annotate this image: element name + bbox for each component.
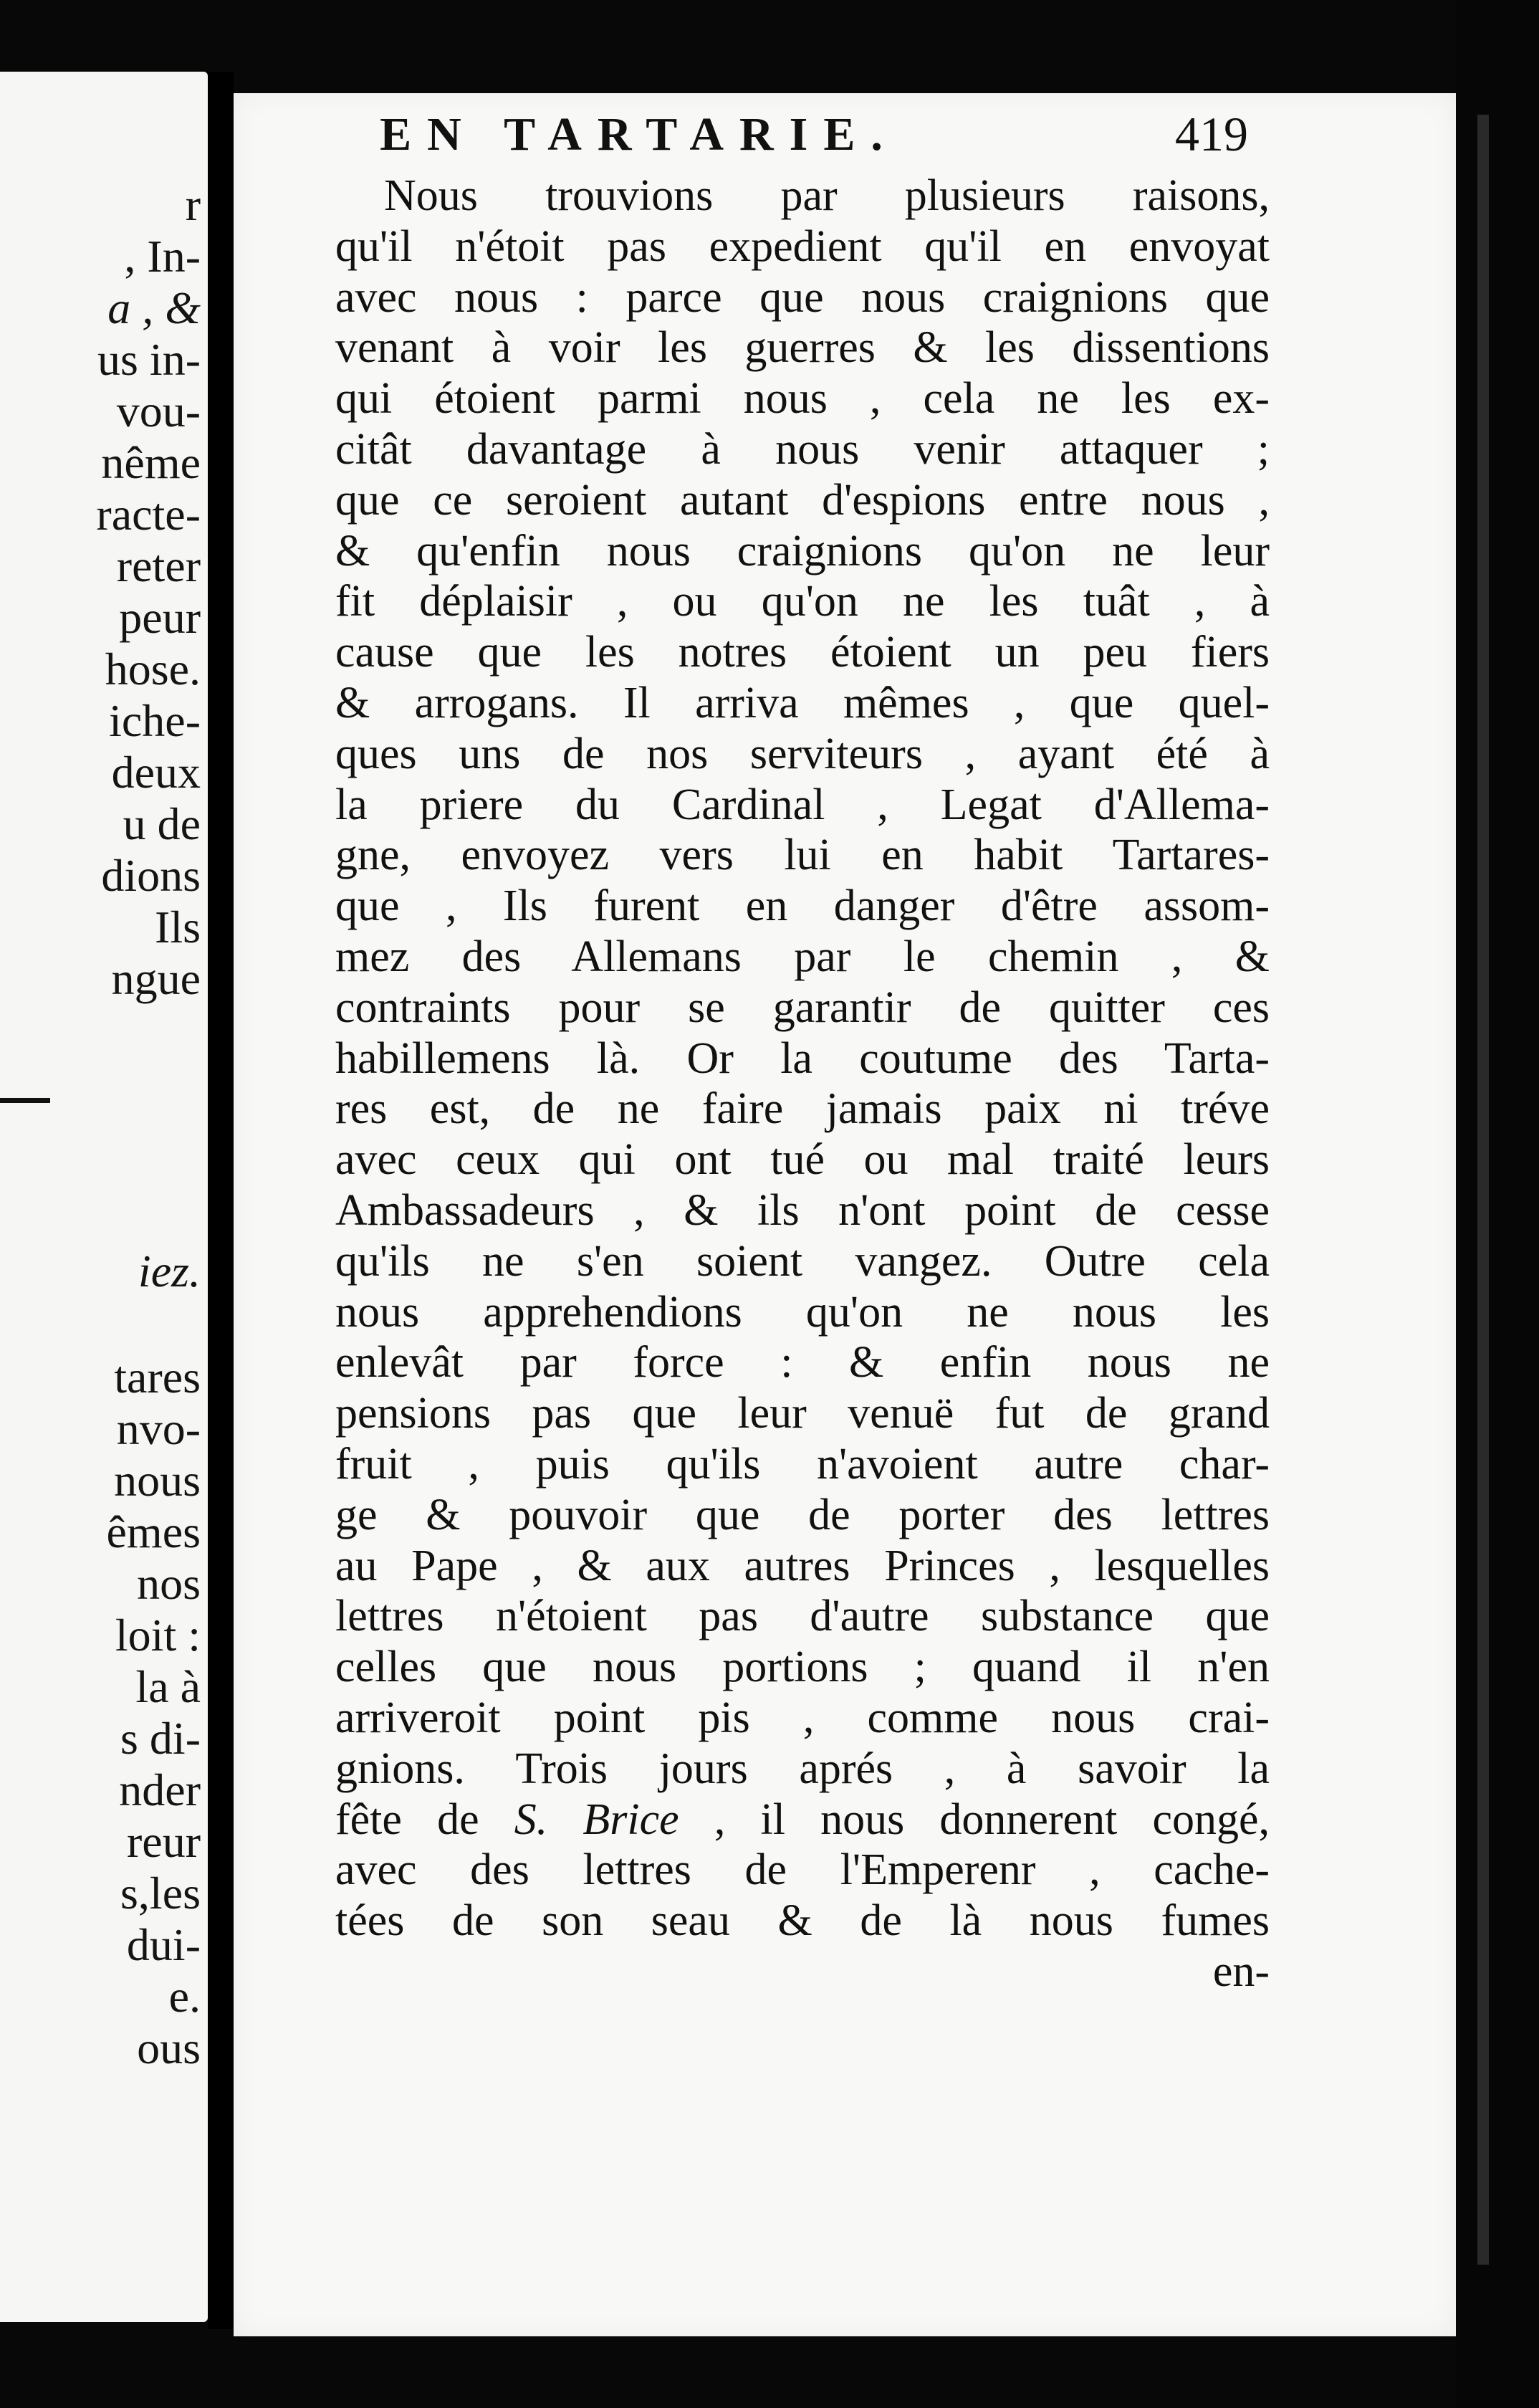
left-page-fragment: us in- [97,334,201,385]
body-text [335,171,1270,1997]
left-page-fragment: r [185,179,201,230]
text-line: citât davantage à nous venir attaquer ; [335,424,1270,474]
left-page-fragment: ngue [111,953,201,1004]
left-page-fragment: loit : [115,1610,201,1661]
book-gutter [208,72,234,2329]
left-page-fragment: nvo- [116,1403,201,1454]
left-page-fragment: reter [116,540,201,591]
running-head: EN TARTARIE. [380,108,898,161]
left-page-fragment: peur [119,592,201,643]
text-line: enlevât par force : & enfin nous ne [335,1338,1270,1387]
left-page-fragment: a , & [107,282,201,333]
text-line: avec des lettres de l'Emperenr , cache- [335,1845,1270,1895]
left-page-fragment: nder [119,1764,201,1815]
text-line: ge & pouvoir que de porter des lettres [335,1490,1270,1539]
left-page-fragment: , In- [124,231,201,282]
text-line: qu'il n'étoit pas expedient qu'il en envoyat [335,221,1270,271]
text-line: Ambassadeurs , & ils n'ont point de cesse [335,1185,1270,1235]
left-facing-page [0,72,208,2322]
left-page-fragment: la à [135,1661,201,1712]
page-number: 419 [1175,107,1248,161]
text-line: gnions. Trois jours aprés , à savoir la [335,1744,1270,1793]
left-page-fragment: vou- [116,386,201,436]
left-page-fragment: s di- [120,1713,201,1764]
left-page-fragment: tares [114,1352,201,1403]
text-line: Nous trouvions par plusieurs raisons, [384,171,1270,220]
text-line: celles que nous portions ; quand il n'en [335,1643,1270,1692]
left-page-fragment: iez. [138,1246,201,1296]
saint-name-italic: S. Brice [514,1795,679,1844]
text-line: res est, de ne faire jamais paix ni tréve [335,1084,1270,1134]
page-edge-shadow [1477,115,1489,2265]
left-page-fragment: ous [137,2022,201,2073]
text-line: arriveroit point pis , comme nous crai- [335,1693,1270,1742]
text-line: cause que les notres étoient un peu fiers [335,628,1270,677]
left-page-fragment: nême [101,437,201,488]
left-page-fragment: Ils [155,902,201,952]
catchword: en- [1212,1946,1270,1996]
left-page-fragment: s,les [120,1868,201,1919]
text-line: la priere du Cardinal , Legat d'Allema- [335,780,1270,829]
left-page-fragment: iche- [109,695,201,746]
text-line: venant à voir les guerres & les dissentions [335,323,1270,373]
left-page-fragment: dui- [126,1919,201,1970]
left-page-fragment: êmes [106,1506,201,1557]
text-line: qu'ils ne s'en soient vangez. Outre cela [335,1236,1270,1286]
left-page-fragment: racte- [96,489,201,540]
left-page-fragment: deux [111,747,201,798]
text-line: habillemens là. Or la coutume des Tarta- [335,1033,1270,1083]
text-line: fit déplaisir , ou qu'on ne les tuât , à [335,577,1270,626]
text-line: que ce seroient autant d'espions entre nous , [335,475,1270,525]
text-line: ques uns de nos serviteurs , ayant été à [335,729,1270,778]
text-line: au Pape , & aux autres Princes , lesquelles [335,1541,1270,1590]
text-line: fruit , puis qu'ils n'avoient autre char- [335,1439,1270,1489]
text-line: mez des Allemans par le chemin , & [335,932,1270,981]
text-line: & arrogans. Il arriva mêmes , que quel- [335,678,1270,727]
text-line: contraints pour se garantir de quitter ces [335,983,1270,1032]
left-page-fragment: nos [137,1558,201,1609]
left-page-fragment: hose. [105,644,201,694]
left-page-fragment: reur [126,1816,201,1867]
text-line: avec ceux qui ont tué ou mal traité leurs [335,1135,1270,1185]
left-page-fragment: u de [123,798,201,849]
text-line: que , Ils furent en danger d'être assom- [335,882,1270,931]
left-page-fragment: dions [101,850,201,901]
text-line [335,1795,1270,1845]
text-line: gne, envoyez vers lui en habit Tartares- [335,831,1270,880]
text-line: pensions pas que leur venuë fut de grand [335,1389,1270,1438]
text-line: avec nous : parce que nous craignions que [335,272,1270,322]
text-line: qui étoient parmi nous , cela ne les ex- [335,374,1270,424]
text-line: tées de son seau & de là nous fumes [335,1896,1270,1946]
section-rule [0,1098,50,1103]
left-page-fragment: e. [168,1971,201,2022]
text-line-part: fête de [335,1795,514,1844]
text-line: nous apprehendions qu'on ne nous les [335,1287,1270,1337]
left-page-fragment: nous [114,1455,201,1506]
text-line: lettres n'étoient pas d'autre substance que [335,1592,1270,1641]
text-line: & qu'enfin nous craignions qu'on ne leur [335,526,1270,575]
text-line-part: , il nous donnerent congé, [679,1795,1270,1844]
scan-edge [1456,0,1539,2408]
